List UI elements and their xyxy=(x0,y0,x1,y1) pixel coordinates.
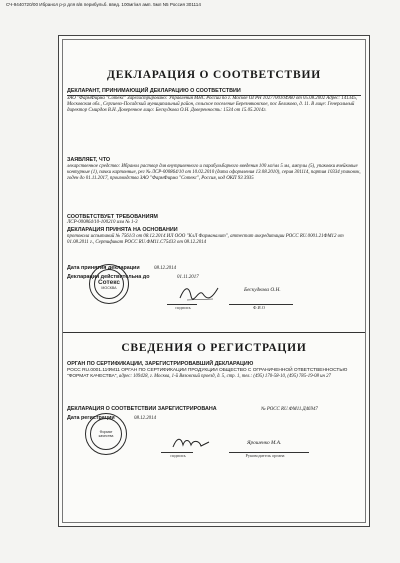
registration-title: СВЕДЕНИЯ О РЕГИСТРАЦИИ xyxy=(121,342,307,354)
declaration-title: ДЕКЛАРАЦИЯ О СООТВЕТСТВИИ xyxy=(107,69,321,81)
acceptance-date: 08.12.2014 xyxy=(154,265,177,271)
signature-caption: подпись xyxy=(175,305,191,310)
name-caption: Ф.И.О xyxy=(252,305,265,310)
basis-text: протокола испытаний № 7561/3 от 08.12.2014 ИЛ ООО "КлЛ Фарманалит", аттестат аккредитации РОСС RU.0001.21ФМ12 от 01.08.2011 г., Сертификат РОСС RU.ФМ11.С75433 от 08.12.2014 xyxy=(67,234,344,246)
conforms-text: ЛСР-000864/10-100210 изм № 1-3 xyxy=(67,220,138,225)
registration-divider xyxy=(63,332,365,333)
registration-date-label: Дата регистрации xyxy=(67,415,115,421)
valid-until-date: 01.11.2017 xyxy=(177,274,199,280)
conforms-heading: СООТВЕТСТВУЕТ ТРЕБОВАНИЯМ xyxy=(67,214,158,220)
certification-body-text: РОСС RU.0001.11ФМ11 ОРГАН ПО СЕРТИФИКАЦИИ ПРОДУКЦИИ ОБЩЕСТВО С ОГРАНИЧЕННОЙ ОТВЕТСТВЕННОСТЬЮ "ФОРМАТ КАЧЕСТВА", адрес: 109428, г. Москва, 1-й Вязовский проезд, д. 5, стр. 1, тел.: (495) 170-58-10, (495) 785-19-08 ин 27 xyxy=(67,368,348,380)
applicant-signer-name: Бескудкова О.Н. xyxy=(244,287,281,293)
basis-heading: ДЕКЛАРАЦИЯ ПРИНЯТА НА ОСНОВАНИИ xyxy=(67,227,178,233)
registration-heading: ОРГАН ПО СЕРТИФИКАЦИИ, ЗАРЕГИСТРИРОВАВШИЙ ДЕКЛАРАЦИЮ xyxy=(67,361,254,367)
applicant-text: ЗАО "ФармФирма "Сотекс" Зарегистрировано: Управления МНС России по г. Москве ОГРН 1027700104960 от 05.08.2002 Адрес: 141345, Московская обл., Сергиево-Посадский муниципальный район, сельское поселение Березняковское, пос Беликово, д. 11. В лице: Генеральный директор Смирдов В.Н. Доверенное лицо: Бескудкова О.Н. Доверенность: 1534 от 15.05.2014г. xyxy=(67,96,358,114)
scan-header: СЧ-9440720/00 Ибранол р-р для в/в перибульб. введ. 100мг/мл амп. 5мл N5 Россия 301114 xyxy=(6,2,201,7)
certifier-stamp: Формат качества xyxy=(85,413,127,455)
certifier-role-caption: Руководитель органа xyxy=(245,453,285,458)
declares-text: лекарственное средство: Ибранол раствор для внутривенного и парабульбарного введения 100 мг/мл 5 мл, ампулы (5), упаковки ячейковые контурные (1), пачки картонные, рег № ЛСР-000864/10 от 10.02.2010 (дата оформления 13.08.2010), серия 301114, партия 10334 упаковок, годен до 01.11.2017, производства ЗАО "ФармФирма "Сотекс", Россия, код ОКП 93 3935 xyxy=(67,164,361,182)
registration-date: 08.12.2014 xyxy=(134,415,157,421)
company-stamp: Сотекс МОСКВА xyxy=(89,264,129,304)
declares-heading: ЗАЯВЛЯЕТ, ЧТО xyxy=(67,157,111,163)
certifier-signature xyxy=(171,434,211,452)
declaration-sheet xyxy=(58,35,370,527)
applicant-signature xyxy=(177,282,221,304)
certifier-head-name: Ярошенко М.А. xyxy=(247,440,282,446)
acceptance-date-label: Дата принятия декларации xyxy=(67,265,140,271)
registered-number: № РОСС RU.ФМ11.Д46947 xyxy=(261,406,318,412)
certifier-signature-caption: подпись xyxy=(170,453,186,458)
registered-label: ДЕКЛАРАЦИЯ О СООТВЕТСТВИИ ЗАРЕГИСТРИРОВАНА xyxy=(67,406,217,412)
applicant-heading: ДЕКЛАРАНТ, ПРИНИМАЮЩИЙ ДЕКЛАРАЦИЮ О СООТВЕТСТВИИ xyxy=(67,88,241,94)
valid-until-label: Декларация действительна до xyxy=(67,274,150,280)
